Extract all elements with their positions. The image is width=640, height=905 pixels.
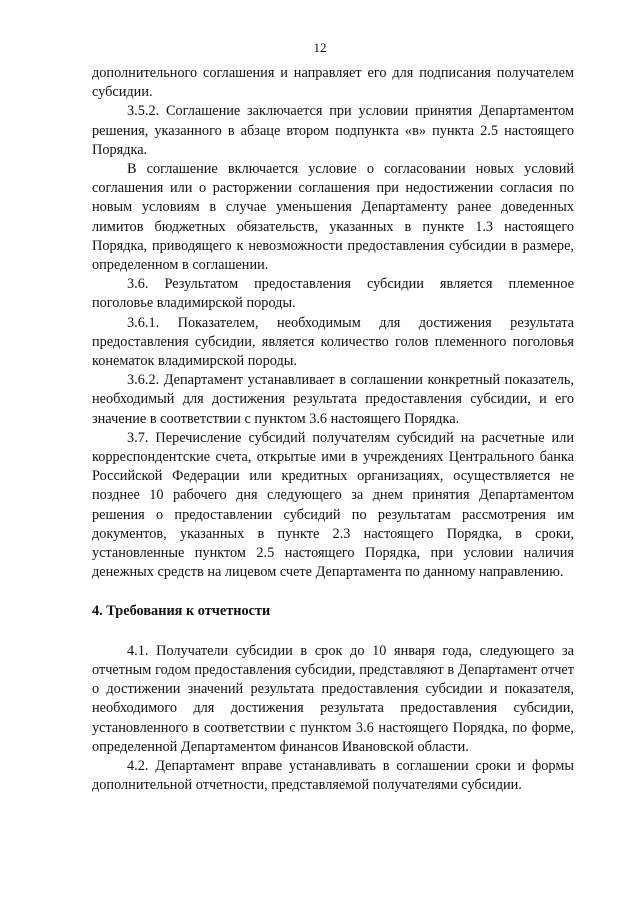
paragraph-4-1: 4.1. Получатели субсидии в срок до 10 января года, следующего за отчетным годом предоставления субсидии, представляют в Департамент отчет о достижении значений результата предоставления субсидии и показателя, необходимого для достижения результата предоставления субсидии, установленного в соответствии с пунктом 3.6 настоящего Порядка, по форме, определенной Департаментом финансов Ивановской области.	[92, 642, 574, 755]
paragraph-3-6-1: 3.6.1. Показателем, необходимым для достижения результата предоставления субсидии, является количество голов племенного поголовья конематок владимирской породы.	[92, 314, 574, 370]
paragraph-4-2: 4.2. Департамент вправе устанавливать в соглашении сроки и формы дополнительной отчетности, представляемой получателями субсидии.	[92, 757, 574, 794]
paragraph-3-6-2: 3.6.2. Департамент устанавливает в соглашении конкретный показатель, необходимый для достижения результата предоставления субсидии, и его значение в соответствии с пунктом 3.6 настоящего Порядка.	[92, 372, 574, 427]
paragraph-continuation: дополнительного соглашения и направляет его для подписания получателем субсидии.	[92, 65, 574, 101]
paragraph-3-7: 3.7. Перечисление субсидий получателям субсидий на расчетные или корреспондентские счета, открытые ими в учреждениях Центрального банка Российской Федерации или кредитных организациях, осуществляется не позднее 10 рабочего дня следующего за днем принятия Департаментом решения о предоставлении субсидий по результатам рассмотрения им документов, указанных в пункте 2.3 настоящего Порядка, в сроки, установленные пунктом 2.5 настоящего Порядка, при условии наличия денежных средств на лицевом счете Департамента по данному направлению.	[92, 429, 574, 581]
page-number: 12	[313, 40, 327, 55]
paragraph-3-6: 3.6. Результатом предоставления субсидии является племенное поголовье владимирской породы.	[92, 276, 574, 312]
paragraph-agreement-condition: В соглашение включается условие о согласовании новых условий соглашения или о расторжении соглашения при недостижении согласия по новым условиям в случае уменьшения Департаменту ранее доведенных лимитов бюджетных обязательств, указанных в пункте 1.3 настоящего Порядка, приводящего к невозможности предоставления субсидии в размере, определенном в соглашении.	[92, 161, 574, 274]
document-body	[92, 64, 574, 795]
paragraph-3-5-2: 3.5.2. Соглашение заключается при условии принятия Департаментом решения, указанного в абзаце втором подпункта «в» пункта 2.5 настоящего Порядка.	[92, 103, 574, 158]
section-heading: 4. Требования к отчетности	[92, 603, 271, 620]
